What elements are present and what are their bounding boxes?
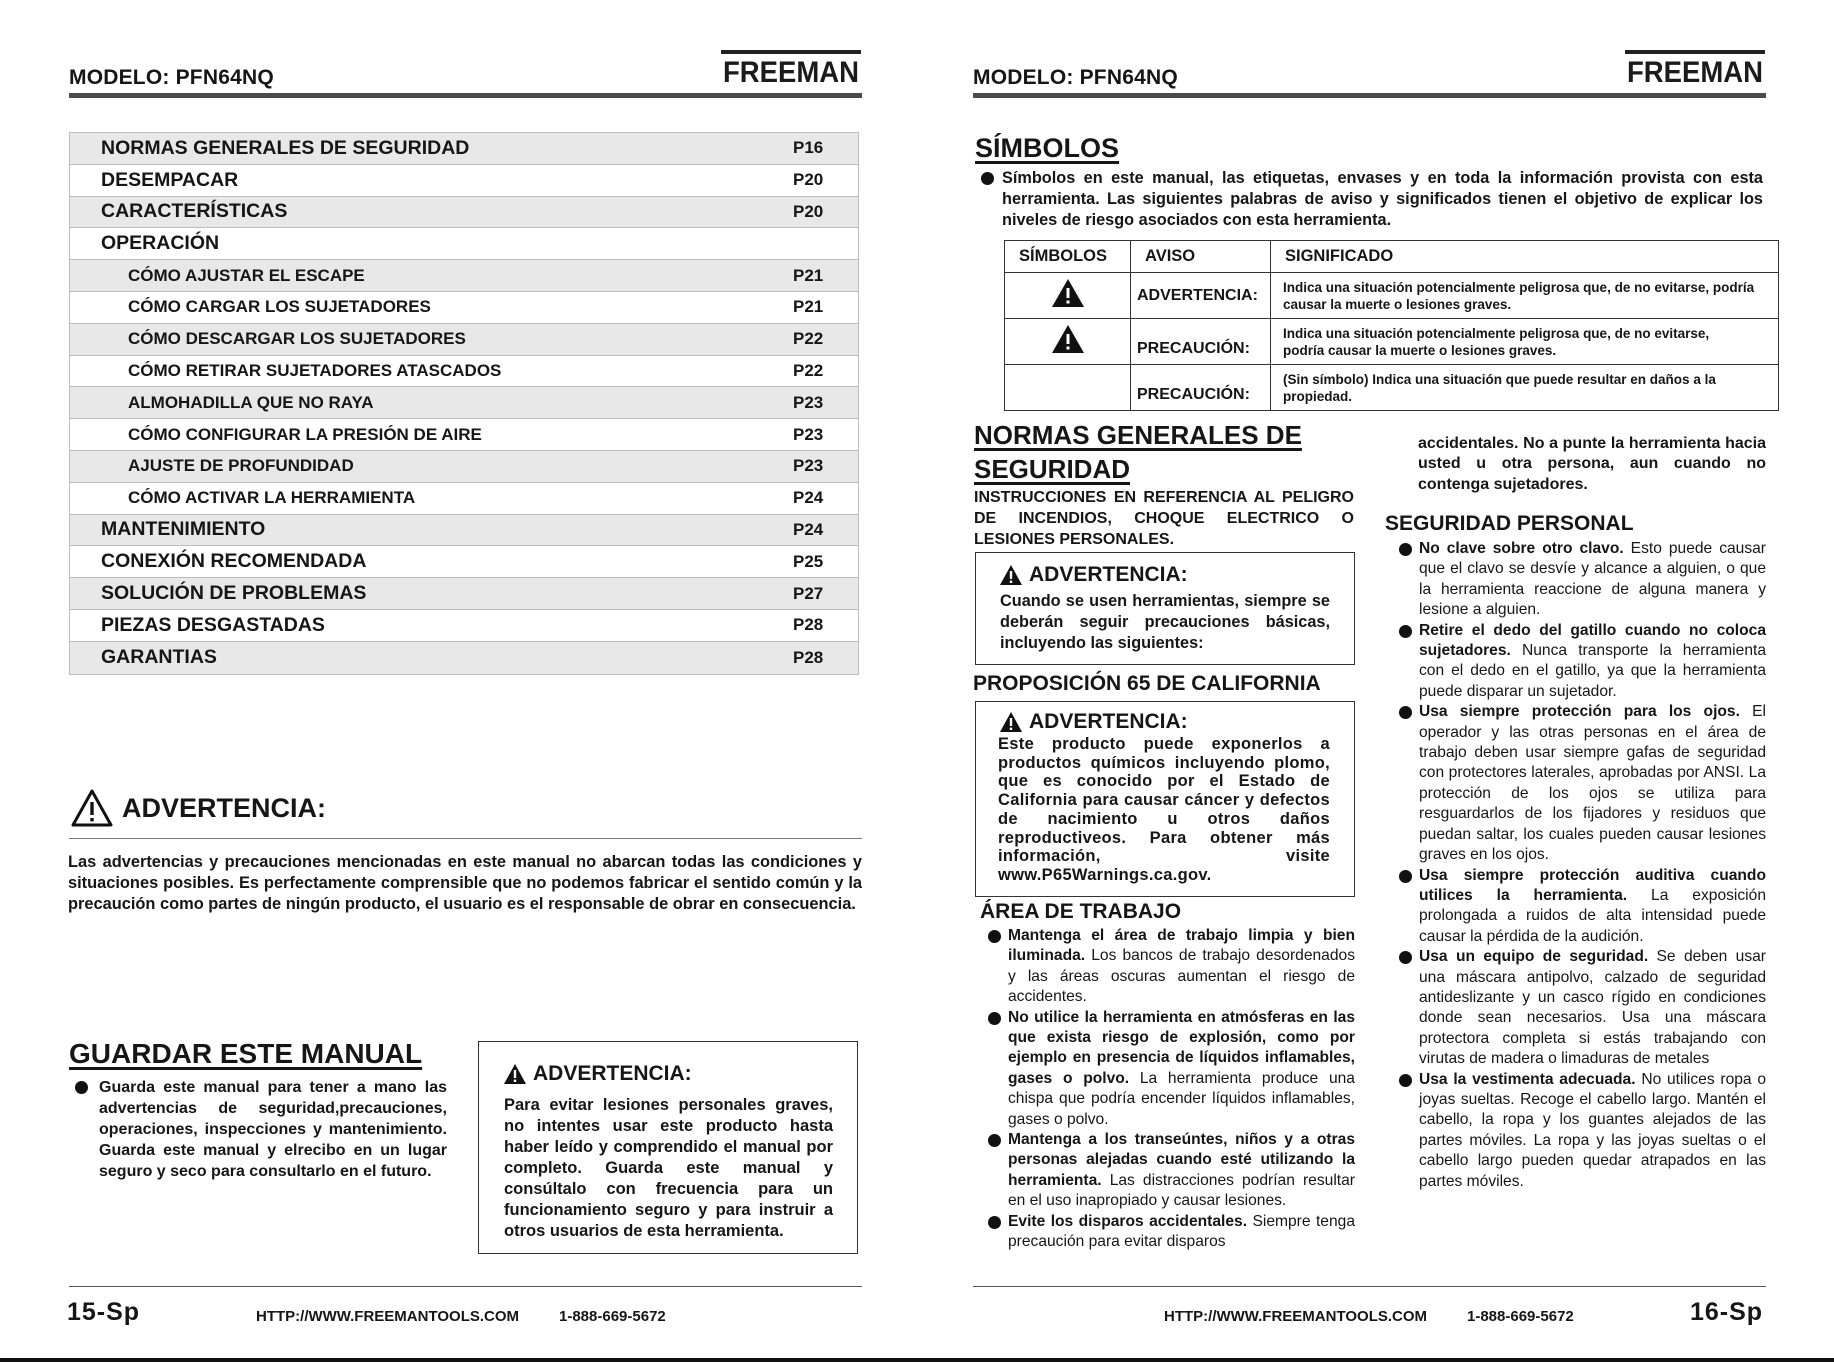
list-item-lead: Usa un equipo de seguridad. bbox=[1419, 948, 1649, 966]
notice-cell: PRECAUCIÓN: bbox=[1131, 365, 1271, 411]
adv1-heading bbox=[999, 563, 1188, 587]
list-item bbox=[1399, 1070, 1766, 1192]
adv2-title: ADVERTENCIA: bbox=[1029, 710, 1188, 733]
list-item-text: Nunca transporte la herramienta con el dedo en el gatillo, ya que la herramienta puede disparar un sujetador. bbox=[1419, 642, 1766, 700]
notice-cell: PRECAUCIÓN: bbox=[1131, 319, 1271, 365]
brand-text: FREEMAN bbox=[723, 56, 859, 88]
header-rule bbox=[973, 93, 1766, 98]
toc-label: GARANTIAS bbox=[101, 646, 217, 669]
toc-row[interactable] bbox=[70, 197, 858, 229]
col-notice: AVISO bbox=[1131, 241, 1271, 273]
toc-label: CARACTERÍSTICAS bbox=[101, 200, 288, 223]
toc-label: MANTENIMIENTO bbox=[101, 518, 266, 541]
list-item-lead: Evite los disparos accidentales. bbox=[1008, 1212, 1248, 1230]
toc-page: P22 bbox=[793, 329, 824, 349]
warning-triangle-icon bbox=[1051, 324, 1085, 354]
symbols-intro-text: Símbolos en este manual, las etiquetas, envases y en toda la información provista con esta herramienta. Las siguientes palabras de aviso y significados tienen el objetivo de explicar los niveles de riesgo asociados con esta herramienta. bbox=[1002, 169, 1763, 229]
save-manual-bullet bbox=[75, 1077, 447, 1182]
toc-page: P25 bbox=[793, 551, 824, 571]
toc-row[interactable] bbox=[70, 165, 858, 197]
list-item-lead: Retire el dedo del gatillo cuando no coloca sujetadores. bbox=[1419, 621, 1766, 660]
toc-label: PIEZAS DESGASTADAS bbox=[101, 613, 325, 636]
list-item-lead: Mantenga a los transeúntes, niños y a otras personas alejadas cuando esté utilizando la herramienta. bbox=[1008, 1131, 1355, 1189]
toc-page: P23 bbox=[793, 392, 824, 412]
toc-page: P20 bbox=[793, 201, 824, 221]
warning-heading bbox=[70, 788, 326, 828]
meaning-cell: (Sin símbolo) Indica una situación que puede resultar en daños a la propiedad. bbox=[1271, 365, 1779, 411]
bullet-dot bbox=[988, 1216, 1001, 1229]
bullet-dot bbox=[988, 1134, 1001, 1147]
warning-divider bbox=[69, 838, 862, 839]
footer-url[interactable]: HTTP://WWW.FREEMANTOOLS.COM bbox=[1164, 1308, 1428, 1325]
list-item bbox=[1399, 947, 1766, 1069]
bullet-dot bbox=[981, 172, 994, 185]
footer-url[interactable]: HTTP://WWW.FREEMANTOOLS.COM bbox=[256, 1308, 520, 1325]
list-item-text: El operador y las otras personas en el área de trabajo deben usar siempre gafas de seguridad con protectores laterales, aprobadas por ANSI. La protección de los ojos se utiliza para resguardarlos de los fijadores y residuos que puedan saltar, los cuales pueden causar lesiones graves en los ojos. bbox=[1419, 703, 1766, 864]
toc-label: CÓMO CARGAR LOS SUJETADORES bbox=[128, 297, 431, 317]
toc-page: P27 bbox=[793, 583, 824, 603]
symbols-title: SÍMBOLOS bbox=[975, 133, 1120, 163]
toc-row[interactable] bbox=[70, 292, 858, 324]
adv1-box bbox=[975, 552, 1355, 665]
page-number: 16-Sp bbox=[1690, 1298, 1764, 1326]
toc-label: NORMAS GENERALES DE SEGURIDAD bbox=[101, 136, 470, 159]
symbol-cell bbox=[1005, 273, 1131, 319]
list-item-lead: Usa siempre protección para los ojos. bbox=[1419, 703, 1740, 721]
adv2-heading bbox=[999, 710, 1188, 734]
list-item bbox=[1399, 621, 1766, 703]
brand-text: FREEMAN bbox=[1627, 56, 1763, 88]
model-label: MODELO: PFN64NQ bbox=[973, 66, 1178, 89]
prop65-title: PROPOSICIÓN 65 DE CALIFORNIA bbox=[973, 672, 1321, 695]
symbols-intro bbox=[981, 168, 1763, 231]
toc-row[interactable] bbox=[70, 642, 858, 674]
bullet-dot bbox=[1399, 951, 1412, 964]
toc-row[interactable] bbox=[70, 483, 858, 515]
toc-row[interactable] bbox=[70, 133, 858, 165]
toc-label: CONEXIÓN RECOMENDADA bbox=[101, 550, 367, 573]
table-row bbox=[1005, 365, 1779, 411]
col-meaning: SIGNIFICADO bbox=[1271, 241, 1779, 273]
normas-title-line-1: NORMAS GENERALES DE bbox=[974, 420, 1302, 450]
toc-row[interactable] bbox=[70, 260, 858, 292]
save-manual-title: GUARDAR ESTE MANUAL bbox=[69, 1038, 423, 1069]
col-symbols: SÍMBOLOS bbox=[1005, 241, 1131, 273]
bullet-dot bbox=[988, 1012, 1001, 1025]
bullet-dot bbox=[1399, 870, 1412, 883]
toc-label: CÓMO AJUSTAR EL ESCAPE bbox=[128, 265, 365, 285]
table-row bbox=[1005, 273, 1779, 319]
toc-label: CÓMO CONFIGURAR LA PRESIÓN DE AIRE bbox=[128, 424, 482, 444]
list-item bbox=[988, 1212, 1355, 1253]
toc-row[interactable] bbox=[70, 546, 858, 578]
warning-triangle-outline-icon bbox=[70, 788, 114, 828]
adv1-text: Cuando se usen herramientas, siempre se deberán seguir precauciones básicas, incluyendo las siguientes: bbox=[1000, 592, 1330, 652]
header-rule bbox=[69, 93, 862, 98]
personal-safety-list bbox=[1399, 539, 1766, 1192]
toc-row[interactable] bbox=[70, 387, 858, 419]
adv1-title: ADVERTENCIA: bbox=[1029, 563, 1188, 586]
toc-row[interactable] bbox=[70, 610, 858, 642]
toc-label: AJUSTE DE PROFUNDIDAD bbox=[128, 456, 354, 476]
toc-page: P23 bbox=[793, 424, 824, 444]
toc-row[interactable] bbox=[70, 228, 858, 260]
symbol-cell-empty bbox=[1005, 365, 1131, 411]
meaning-cell bbox=[1271, 319, 1779, 365]
personal-safety-title: SEGURIDAD PERSONAL bbox=[1385, 512, 1634, 535]
notice-cell: ADVERTENCIA: bbox=[1131, 273, 1271, 319]
meaning-cell: Indica una situación potencialmente peligrosa que, de no evitarse, podría causar la muerte o lesiones graves. bbox=[1271, 273, 1779, 319]
toc-label: ALMOHADILLA QUE NO RAYA bbox=[128, 392, 374, 412]
freeman-logo bbox=[1623, 48, 1767, 88]
list-item-lead: No utilice la herramienta en atmósferas en las que exista riesgo de explosión, como por ejemplo en presencia de líquidos inflamables, gases o polvo. bbox=[1008, 1008, 1355, 1087]
warning-text: Las advertencias y precauciones mencionadas en este manual no abarcan todas las condiciones y situaciones posibles. Es perfectamente comprensible que no podemos fabricar el sentido común y la precaución como partes de ningún producto, el usuario es el responsable de obrar en consecuencia. bbox=[68, 853, 862, 913]
meaning-line-1: Indica una situación potencialmente peligrosa que, de no evitarse, bbox=[1283, 325, 1710, 341]
bullet-dot bbox=[75, 1081, 88, 1094]
toc-label: CÓMO DESCARGAR LOS SUJETADORES bbox=[128, 329, 466, 349]
footer-phone: 1-888-669-5672 bbox=[559, 1308, 666, 1325]
adv2-text: Este producto puede exponerlos a productos químicos incluyendo plomo, que es conocido por el Estado de California para causar cáncer y defectos de nacimiento u otros daños reproductiveos. Para obtener más información, visite www.P65Warnings.ca.gov. bbox=[998, 735, 1330, 884]
toc-page: P20 bbox=[793, 170, 824, 190]
save-manual-text: Guarda este manual para tener a mano las advertencias de seguridad,precauciones, operaciones, inspecciones y mantenimiento. Guarda este manual y elrecibo en un lugar seguro y seco para consultarlo en el futuro. bbox=[99, 1079, 447, 1180]
toc-page: P28 bbox=[793, 615, 824, 635]
column-continuation: accidentales. No a punte la herramienta hacia usted u otra persona, aun cuando no contenga sujetadores. bbox=[1418, 435, 1766, 493]
toc-row[interactable] bbox=[70, 419, 858, 451]
symbols-table-header bbox=[1005, 241, 1779, 273]
toc-label: CÓMO ACTIVAR LA HERRAMIENTA bbox=[128, 488, 416, 508]
toc-page: P21 bbox=[793, 297, 824, 317]
list-item-text: Se deben usar una máscara antipolvo, calzado de seguridad antideslizante y un casco rígido en condiciones donde sean necesarios. Usa una máscara protectora completa si estás trabajando con virutas de madera o limaduras de metales bbox=[1419, 948, 1766, 1068]
toc-page: P16 bbox=[793, 138, 824, 158]
warning-triangle-icon bbox=[503, 1063, 527, 1085]
footer-rule bbox=[69, 1286, 862, 1287]
footer-phone: 1-888-669-5672 bbox=[1467, 1308, 1574, 1325]
box-warning-text: Para evitar lesiones personales graves, no intentes usar este producto hasta haber leído y comprendido el manual por completo. Guarda este manual y consúltalo con frecuencia para un funcionamiento seguro y para instruir a otros usuarios de esta herramienta. bbox=[504, 1096, 833, 1240]
toc-row[interactable] bbox=[70, 578, 858, 610]
box-warning-heading bbox=[503, 1062, 692, 1086]
normas-subtitle: INSTRUCCIONES EN REFERENCIA AL PELIGRO DE INCENDIOS, CHOQUE ELECTRICO O LESIONES PERSONALES. bbox=[974, 489, 1354, 548]
freeman-logo bbox=[719, 48, 863, 88]
toc-row[interactable] bbox=[70, 324, 858, 356]
list-item-text: Esto puede causar que el clavo se desvíe y alcance a alguien, o que la herramienta reaccione de alguna manera y lesione a alguien. bbox=[1419, 540, 1766, 619]
warning-triangle-icon bbox=[1051, 278, 1085, 308]
list-item-text: No utilices ropa o joyas sueltas. Recoge el cabello largo. Mantén el cabello, la ropa y los guantes alejados de las partes móviles. La ropa y las joyas sueltas o el cabello largo pueden quedar atrapados en las partes móviles. bbox=[1419, 1070, 1767, 1190]
box-warning-title: ADVERTENCIA: bbox=[533, 1062, 692, 1085]
scan-edge bbox=[0, 1358, 1834, 1362]
toc-row[interactable] bbox=[70, 451, 858, 483]
symbols-table bbox=[1004, 240, 1779, 411]
table-of-contents bbox=[69, 132, 859, 675]
list-item bbox=[988, 926, 1355, 1008]
toc-page: P21 bbox=[793, 265, 824, 285]
list-item-text: La herramienta produce una chispa que podría encender líquidos inflamables, gases o polvo. bbox=[1008, 1069, 1355, 1128]
area-list bbox=[988, 926, 1355, 1253]
normas-title-line-2: SEGURIDAD bbox=[974, 454, 1131, 484]
toc-label: OPERACIÓN bbox=[101, 232, 220, 255]
footer-rule bbox=[973, 1286, 1766, 1287]
list-item-lead: Mantenga el área de trabajo limpia y bien iluminada. bbox=[1008, 927, 1355, 965]
warning-triangle-icon bbox=[999, 711, 1023, 733]
list-item bbox=[988, 1130, 1355, 1212]
table-row bbox=[1005, 319, 1779, 365]
toc-page: P23 bbox=[793, 456, 824, 476]
list-item bbox=[1399, 539, 1766, 621]
toc-page: P24 bbox=[793, 488, 824, 508]
list-item-lead: Usa la vestimenta adecuada. bbox=[1419, 1070, 1636, 1088]
bullet-dot bbox=[988, 930, 1001, 943]
list-item-text: Los bancos de trabajo desordenados y las áreas oscuras aumentan el riesgo de accidentes. bbox=[1008, 947, 1355, 1006]
toc-row[interactable] bbox=[70, 356, 858, 388]
toc-row[interactable] bbox=[70, 515, 858, 547]
toc-label: CÓMO RETIRAR SUJETADORES ATASCADOS bbox=[128, 360, 502, 380]
bullet-dot bbox=[1399, 625, 1412, 638]
page-number: 15-Sp bbox=[67, 1298, 141, 1326]
area-title: ÁREA DE TRABAJO bbox=[980, 900, 1182, 923]
bullet-dot bbox=[1399, 543, 1412, 556]
toc-page: P22 bbox=[793, 360, 824, 380]
list-item bbox=[1399, 702, 1766, 865]
list-item-lead: Usa siempre protección auditiva cuando utilices la herramienta. bbox=[1419, 866, 1766, 904]
toc-page: P28 bbox=[793, 647, 824, 667]
warning-box bbox=[478, 1041, 858, 1254]
list-item bbox=[988, 1008, 1355, 1130]
toc-label: DESEMPACAR bbox=[101, 168, 239, 191]
meaning-line-2: podría causar la muerte o lesiones graves. bbox=[1283, 342, 1557, 358]
warning-title: ADVERTENCIA: bbox=[122, 792, 327, 823]
list-item-text: Siempre tenga precaución para evitar disparos bbox=[1008, 1212, 1355, 1251]
toc-page: P24 bbox=[793, 519, 824, 539]
symbol-cell bbox=[1005, 319, 1131, 365]
bullet-dot bbox=[1399, 1074, 1412, 1087]
list-item bbox=[1399, 866, 1766, 948]
model-label: MODELO: PFN64NQ bbox=[69, 66, 274, 89]
toc-label: SOLUCIÓN DE PROBLEMAS bbox=[101, 582, 367, 605]
warning-triangle-icon bbox=[999, 564, 1023, 586]
adv2-box bbox=[975, 701, 1355, 897]
list-item-text: La exposición prolongada a ruidos de alta intensidad puede causar la pérdida de la audición. bbox=[1419, 886, 1766, 945]
list-item-lead: No clave sobre otro clavo. bbox=[1419, 540, 1624, 557]
bullet-dot bbox=[1399, 706, 1412, 719]
list-item-text: Las distracciones podrían resultar en el uso inapropiado y causar lesiones. bbox=[1008, 1171, 1355, 1210]
